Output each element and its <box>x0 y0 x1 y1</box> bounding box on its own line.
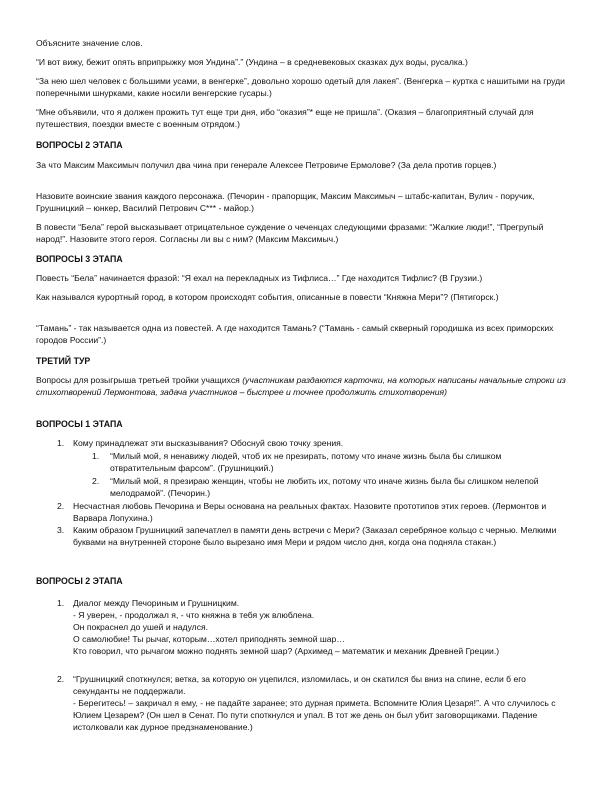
sublist-number: 1. <box>92 451 100 461</box>
dialog-heading: Диалог между Печориным и Грушницким. <box>73 598 240 608</box>
question-tiflis: Повесть “Бела” начинается фразой: “Я ехал на перекладных из Тифлиса…” Где находится Тифлис? (В Грузии.) <box>36 273 483 283</box>
explain-words-prompt: Объясните значение слов. <box>36 38 143 48</box>
vengerka-quote: “За нею шел человек с большими усами, в венгерке”, довольно хорошо одетый для лакея”. (Венгерка – куртка с нашитыми на груди поперечными шнурками, какие носили венгерские гусары.) <box>36 76 565 98</box>
dialog-line: О самолюбие! Ты рычаг, которым…хотел приподнять земной шар… <box>73 634 345 644</box>
question-resort-town: Как назывался курортный город, в котором происходят события, описанные в повести “Княжна Мери”? (Пятигорск.) <box>36 292 499 302</box>
list-number: 2. <box>57 501 65 511</box>
list-number: 1. <box>57 598 65 608</box>
sublist-item-grushnitsky: “Милый мой, я ненавижу людей, чтоб их не презирать, потому что иначе жизнь была бы слишком отвратительным фарсом”. (Грушницкий.) <box>110 451 502 473</box>
question-bela-hero: В повести “Бела” герой высказывает отрицательное суждение о чеченцах следующими фразами: “Жалкие люди!”, “Прегрупый народ!”. Назовите этого героя. Согласны ли вы с ним? (Максим Максимыч.) <box>36 222 544 244</box>
question-archimedes: Кто говорил, что рычагом можно поднять земной шар? (Архимед – математик и механик Древней Греции.) <box>73 646 500 656</box>
question-ranks: Назовите воинские звания каждого персонажа. (Печорин - прапорщик, Максим Максимыч – штабс-капитан, Вулич - поручик, Грушницкий – юнкер, Василий Петрович С*** - майор.) <box>36 191 535 213</box>
intro-italic-text: (участникам раздаются карточки, на которых написаны начальные строки из стихотворений Лермонтова, задача участников – быстрее и точнее продолжить стихотворения) <box>36 375 566 397</box>
list-number: 1. <box>57 438 65 448</box>
section-heading-third-round: ТРЕТИЙ ТУР <box>36 356 91 366</box>
list-item-prototypes: Несчастная любовь Печорина и Веры основана на реальных фактах. Назовите прототипов этих героев. (Лермонтов и Варвара Лопухина.) <box>73 501 547 523</box>
list-number: 2. <box>57 674 65 684</box>
third-round-intro <box>36 374 576 398</box>
dialog-line: - Я уверен, - продолжал я, - что княжна в тебя уж влюблена. <box>73 610 315 620</box>
question-taman: “Тамань” - так называется одна из повестей. А где находится Тамань? (“Тамань - самый скверный городишка из всех приморских городов России”.) <box>36 323 554 345</box>
list-number: 3. <box>57 525 65 535</box>
section-heading-stage3: ВОПРОСЫ 3 ЭТАПА <box>36 254 123 264</box>
section-heading-stage1: ВОПРОСЫ 1 ЭТАПА <box>36 419 123 429</box>
okazia-quote: “Мне объявили, что я должен прожить тут еще три дня, ибо “оказия”* еще не пришла”. (Оказия – благоприятный случай для путешествия, поездки вместе с военным отрядом.) <box>36 107 534 129</box>
intro-plain-text: Вопросы для розыгрыша третьей тройки учащихся <box>36 375 243 385</box>
dialog-line: Он покраснел до ушей и надулся. <box>73 622 209 632</box>
list-item-statements: Кому принадлежат эти высказывания? Обоснуй свою точку зрения. <box>73 438 344 448</box>
list-item-ring: Каким образом Грушницкий запечатлел в памяти день встречи с Мери? (Заказал серебряное кольцо с чернью. Мелкими буквами на внутренней стороне было вырезано имя Мери и рядом число дня, когда она подняла стакан.) <box>73 525 557 547</box>
grushnitsky-stumble-quote: “Грушницкий споткнулся; ветка, за которую он уцепился, изломилась, и он скатился бы вниз на спине, если б его секунданты не поддержали. <box>73 674 526 696</box>
section-heading-stage2: ВОПРОСЫ 2 ЭТАПА <box>36 140 123 150</box>
undina-quote: “И вот вижу, бежит опять вприпрыжку моя Ундина”.” (Ундина – в средневековых сказках дух воды, русалка.) <box>36 57 468 67</box>
question-ermolov: За что Максим Максимыч получил два чина при генерале Алексее Петровиче Ермолове? (За дела против горцев.) <box>36 160 497 170</box>
sublist-item-pechorin: “Милый мой, я презираю женщин, чтобы не любить их, потому что иначе жизнь была бы слишком нелепой мелодрамой”. (Печорин.) <box>110 476 539 498</box>
sublist-number: 2. <box>92 476 100 486</box>
section-heading-stage2-second: ВОПРОСЫ 2 ЭТАПА <box>36 576 123 586</box>
question-julius-caesar: - Берегитесь! – закричал я ему, - не падайте заранее; это дурная примета. Вспомните Юлия Цезаря!”. А что случилось с Юлием Цезарем? (Он шел в Сенат. По пути споткнулся и упал. В тот же день он был убит заговорщиками. Падение истолковали как дурное предзнаменование.) <box>73 698 556 732</box>
